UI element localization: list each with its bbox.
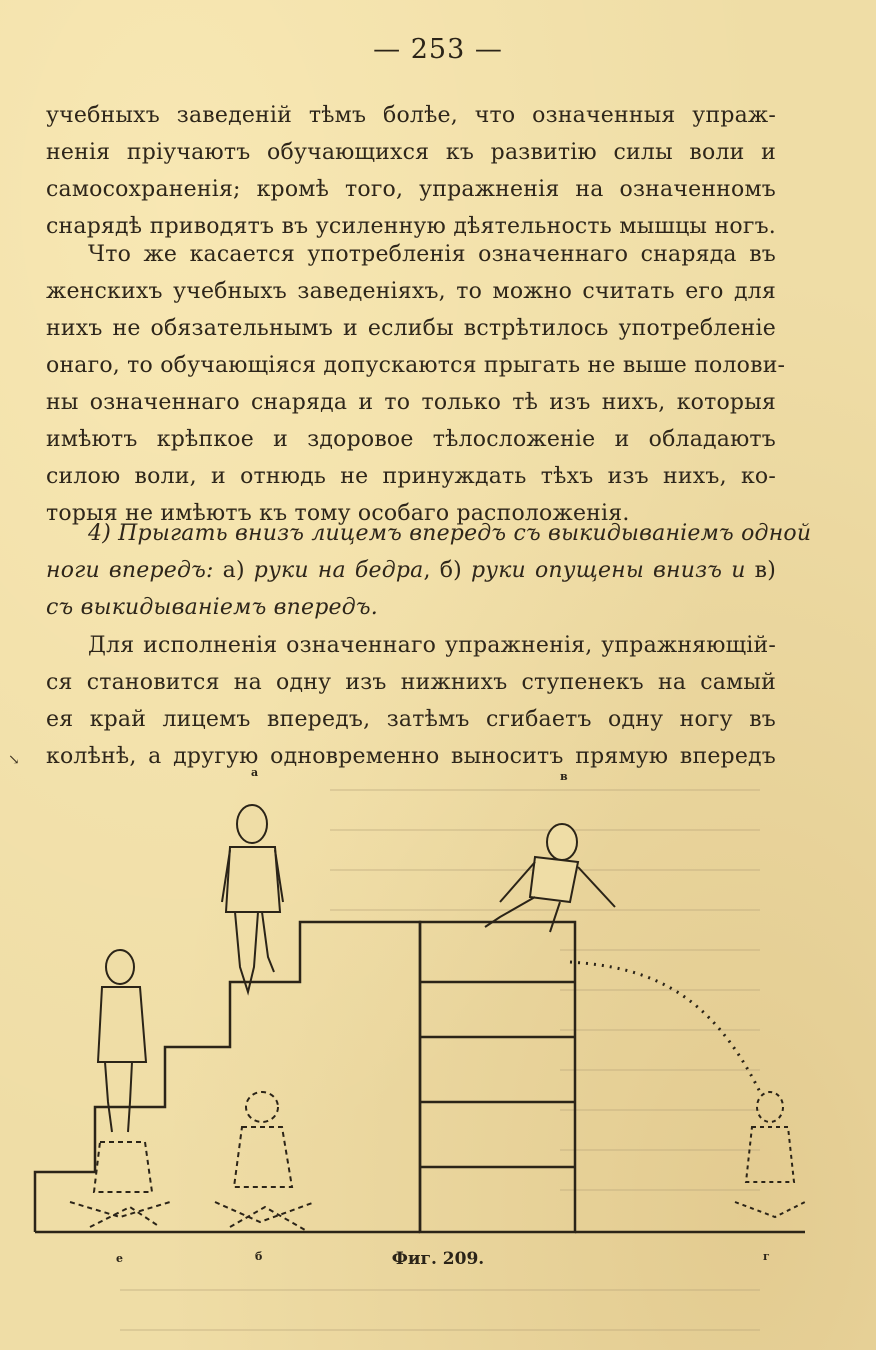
text-line: ся становится на одну изъ нижнихъ ступенекъ на самый: [46, 670, 776, 695]
text-line: самосохраненія; кромѣ того, упражненія на означенномъ: [46, 177, 776, 202]
exercise-text: в): [745, 558, 777, 583]
stairs-illustration: [30, 762, 810, 1252]
figure-v-person: [485, 824, 615, 932]
exercise-text: а): [222, 558, 254, 583]
text-line: учебныхъ заведеній тѣмъ болѣе, что означенныя упраж-: [46, 103, 776, 128]
paragraph-female-schools: [46, 236, 786, 532]
figure-e-person: [98, 950, 146, 1132]
text-line: силою воли, и отнюдь не принуждать тѣхъ изъ нихъ, ко-: [46, 464, 776, 489]
figure-e-landing: [70, 1142, 170, 1227]
exercise-text: ноги впередъ:: [46, 558, 223, 583]
figure-a-person: [222, 805, 283, 992]
figure-label-e: е: [116, 1252, 123, 1265]
figure-g-landing: [735, 1092, 805, 1217]
exercise-text: , б): [423, 558, 471, 583]
exercise-heading: [46, 515, 812, 626]
text-line: снарядѣ приводятъ въ усиленную дѣятельность мышцы ногъ.: [46, 214, 776, 239]
figure-label-a: а: [251, 766, 259, 779]
text-line: торыя не имѣютъ къ тому особаго расположенія.: [46, 501, 630, 526]
figure-label-b: б: [255, 1250, 263, 1263]
margin-mark: ↘: [8, 752, 20, 768]
jump-trajectory: [570, 962, 760, 1092]
exercise-heading-line: съ выкидываніемъ впередъ.: [46, 595, 378, 620]
text-line: ея край лицемъ впередъ, затѣмъ сгибаетъ одну ногу въ: [46, 707, 776, 732]
text-line: имѣютъ крѣпкое и здоровое тѣлосложеніе и обладаютъ: [46, 427, 776, 452]
text-line: онаго, то обучающіяся допускаются прыгать не выше полови-: [46, 353, 786, 378]
text-line: Что же касается употребленія означеннаго снаряда въ: [88, 242, 776, 267]
paragraph-continuation: [46, 97, 776, 245]
page-number: — 253 —: [373, 34, 503, 65]
figure-b-landing: [215, 1092, 315, 1230]
text-line: Для исполненія означеннаго упражненія, упражняющій-: [88, 633, 776, 658]
exercise-heading-line: 4) Прыгать внизъ лицемъ впередъ съ выкидываніемъ одной: [88, 521, 812, 546]
text-line: женскихъ учебныхъ заведеніяхъ, то можно считать его для: [46, 279, 776, 304]
text-line: ны означеннаго снаряда и то только тѣ изъ нихъ, которыя: [46, 390, 776, 415]
text-line: нихъ не обязательнымъ и еслибы встрѣтилось употребленіе: [46, 316, 776, 341]
figure-caption: Фиг. 209.: [391, 1249, 485, 1269]
figure-label-v: в: [560, 770, 568, 783]
text-line: колѣнѣ, а другую одновременно выноситъ прямую впередъ: [46, 744, 776, 769]
paragraph-instructions: [46, 627, 776, 775]
text-line: ненія пріучаютъ обучающихся къ развитію силы воли и: [46, 140, 776, 165]
exercise-text: руки на бедра: [253, 558, 424, 583]
exercise-text: руки опущены внизъ и: [470, 558, 746, 583]
exercise-heading-line: [46, 552, 776, 589]
figure-label-g: г: [763, 1250, 770, 1263]
